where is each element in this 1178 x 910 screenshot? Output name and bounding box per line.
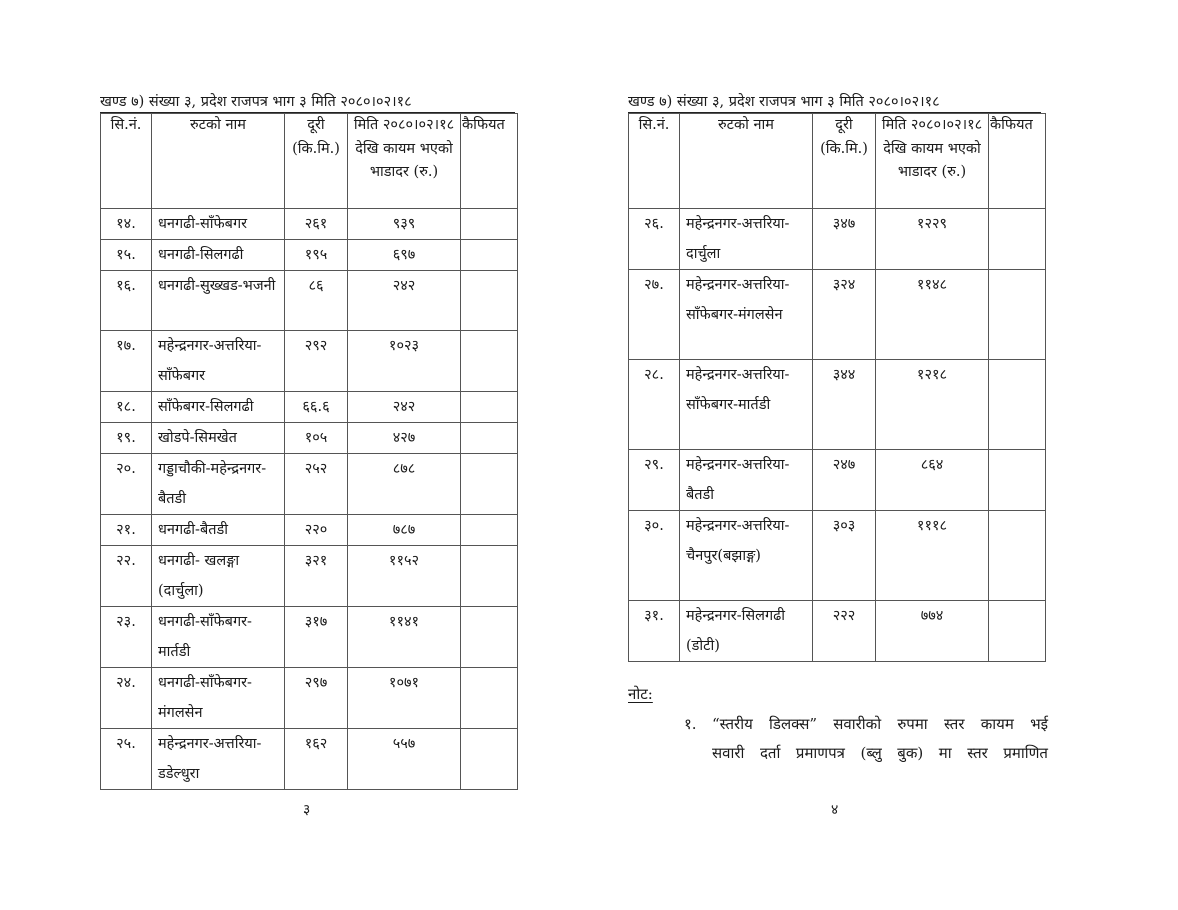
table-row <box>101 515 518 546</box>
row-remarks <box>989 270 1046 360</box>
row-route: धनगढी-बैतडी <box>152 515 285 546</box>
row-route: महेन्द्रनगर-सिलगढी (डोटी) <box>680 601 813 662</box>
fare-table <box>100 113 518 790</box>
row-route: महेन्द्रनगर-अत्तरिया-दार्चुला <box>680 209 813 270</box>
table-row <box>629 209 1046 270</box>
table-row <box>101 271 518 331</box>
table-row <box>629 360 1046 450</box>
col-header-distance: दूरी (कि.मि.) <box>285 114 348 209</box>
row-distance: ३२१ <box>285 546 348 607</box>
row-sn: २०. <box>101 454 152 515</box>
row-distance: १९५ <box>285 240 348 271</box>
row-fare: १२२९ <box>876 209 989 270</box>
row-remarks <box>989 601 1046 662</box>
row-sn: १५. <box>101 240 152 271</box>
row-remarks <box>461 209 518 240</box>
row-distance: २२० <box>285 515 348 546</box>
row-remarks <box>461 271 518 331</box>
row-sn: २१. <box>101 515 152 546</box>
page-number: ३ <box>303 802 311 818</box>
table-row <box>101 423 518 454</box>
row-route: धनगढी-सुख्खड-भजनी <box>152 271 285 331</box>
row-sn: १९. <box>101 423 152 454</box>
row-remarks <box>461 240 518 271</box>
table-body <box>101 209 518 790</box>
row-distance: २४७ <box>813 450 876 511</box>
gazette-header: खण्ड ७) संख्या ३, प्रदेश राजपत्र भाग ३ मिति २०८०।०२।१८ <box>100 91 515 113</box>
row-fare: २४२ <box>348 271 461 331</box>
row-sn: ३०. <box>629 511 680 601</box>
table-row <box>629 601 1046 662</box>
row-route: महेन्द्रनगर-अत्तरिया-बैतडी <box>680 450 813 511</box>
table-row <box>101 729 518 790</box>
col-header-fare: मिति २०८०।०२।१८ देखि कायम भएको भाडादर (रु.) <box>876 114 989 209</box>
row-route: धनगढी-साँफेबगर-मंगलसेन <box>152 668 285 729</box>
row-distance: २२२ <box>813 601 876 662</box>
row-sn: २६. <box>629 209 680 270</box>
col-header-sn: सि.नं. <box>629 114 680 209</box>
row-sn: १७. <box>101 331 152 392</box>
note-line <box>684 710 1048 739</box>
row-remarks <box>989 360 1046 450</box>
gazette-header: खण्ड ७) संख्या ३, प्रदेश राजपत्र भाग ३ मिति २०८०।०२।१८ <box>628 91 1041 113</box>
table-row <box>101 546 518 607</box>
row-sn: ३१. <box>629 601 680 662</box>
row-distance: ३४७ <box>813 209 876 270</box>
row-distance: ३४४ <box>813 360 876 450</box>
row-distance: ६६.६ <box>285 392 348 423</box>
note-title: नोट: <box>628 685 653 703</box>
row-fare: ११५२ <box>348 546 461 607</box>
row-fare: ११४८ <box>876 270 989 360</box>
row-distance: २५२ <box>285 454 348 515</box>
col-header-distance: दूरी (कि.मि.) <box>813 114 876 209</box>
note-number: १. <box>684 715 697 733</box>
col-header-route: रुटको नाम <box>680 114 813 209</box>
table-row <box>629 270 1046 360</box>
row-distance: २९२ <box>285 331 348 392</box>
row-remarks <box>461 392 518 423</box>
note-item <box>684 710 1048 768</box>
table-row <box>629 450 1046 511</box>
row-route: महेन्द्रनगर-अत्तरिया-साँफेबगर-मंगलसेन <box>680 270 813 360</box>
row-sn: १४. <box>101 209 152 240</box>
note-text-line-1: “स्तरीय डिलक्स” सवारीको रुपमा स्तर कायम भई <box>712 715 1048 733</box>
table-row <box>101 331 518 392</box>
row-remarks <box>989 450 1046 511</box>
table-row <box>629 511 1046 601</box>
row-route: धनगढी-सिलगढी <box>152 240 285 271</box>
col-header-remarks: कैफियत <box>989 114 1046 209</box>
row-distance: ३१७ <box>285 607 348 668</box>
row-sn: १६. <box>101 271 152 331</box>
col-header-fare: मिति २०८०।०२।१८ देखि कायम भएको भाडादर (रु.) <box>348 114 461 209</box>
row-remarks <box>461 607 518 668</box>
row-sn: २४. <box>101 668 152 729</box>
table-row <box>101 240 518 271</box>
row-fare: ५५७ <box>348 729 461 790</box>
row-fare: ४२७ <box>348 423 461 454</box>
row-fare: ११४१ <box>348 607 461 668</box>
row-distance: १०५ <box>285 423 348 454</box>
row-route: धनगढी- खलङ्गा (दार्चुला) <box>152 546 285 607</box>
fare-table <box>628 113 1046 662</box>
table-row <box>101 607 518 668</box>
row-distance: २६१ <box>285 209 348 240</box>
row-distance: ३२४ <box>813 270 876 360</box>
table-body <box>629 209 1046 662</box>
row-distance: १६२ <box>285 729 348 790</box>
row-remarks <box>461 515 518 546</box>
table-row <box>101 209 518 240</box>
row-fare: ६९७ <box>348 240 461 271</box>
table-row <box>101 454 518 515</box>
row-sn: १८. <box>101 392 152 423</box>
row-fare: ९३९ <box>348 209 461 240</box>
note-text-line-2: सवारी दर्ता प्रमाणपत्र (ब्लु बुक) मा स्तर प्रमाणित <box>712 744 1048 762</box>
row-remarks <box>461 729 518 790</box>
table-row <box>101 668 518 729</box>
row-remarks <box>461 423 518 454</box>
row-distance: २९७ <box>285 668 348 729</box>
row-remarks <box>461 546 518 607</box>
col-header-route: रुटको नाम <box>152 114 285 209</box>
row-route: खोडपे-सिमखेत <box>152 423 285 454</box>
row-route: गड्डाचौकी-महेन्द्रनगर-बैतडी <box>152 454 285 515</box>
col-header-sn: सि.नं. <box>101 114 152 209</box>
row-route: महेन्द्रनगर-अत्तरिया-साँफेबगर-मार्तडी <box>680 360 813 450</box>
row-route: महेन्द्रनगर-अत्तरिया-साँफेबगर <box>152 331 285 392</box>
row-sn: २२. <box>101 546 152 607</box>
row-route: महेन्द्रनगर-अत्तरिया-चैनपुर(बझाङ्ग) <box>680 511 813 601</box>
row-route: साँफेबगर-सिलगढी <box>152 392 285 423</box>
row-remarks <box>461 454 518 515</box>
row-route: महेन्द्रनगर-अत्तरिया-डडेल्धुरा <box>152 729 285 790</box>
row-distance: ३०३ <box>813 511 876 601</box>
row-remarks <box>989 209 1046 270</box>
row-fare: १०७१ <box>348 668 461 729</box>
row-distance: ८६ <box>285 271 348 331</box>
row-route: धनगढी-साँफेबगर <box>152 209 285 240</box>
row-sn: २३. <box>101 607 152 668</box>
row-fare: ७७४ <box>876 601 989 662</box>
row-fare: ७८७ <box>348 515 461 546</box>
row-remarks <box>461 668 518 729</box>
page-number: ४ <box>831 802 839 818</box>
table-row <box>101 392 518 423</box>
row-remarks <box>461 331 518 392</box>
row-fare: ८६४ <box>876 450 989 511</box>
row-fare: ८७८ <box>348 454 461 515</box>
row-fare: १०२३ <box>348 331 461 392</box>
col-header-remarks: कैफियत <box>461 114 518 209</box>
row-route: धनगढी-साँफेबगर-मार्तडी <box>152 607 285 668</box>
row-remarks <box>989 511 1046 601</box>
row-sn: २५. <box>101 729 152 790</box>
row-fare: १२१८ <box>876 360 989 450</box>
row-sn: २७. <box>629 270 680 360</box>
row-fare: २४२ <box>348 392 461 423</box>
row-sn: २८. <box>629 360 680 450</box>
row-fare: १११८ <box>876 511 989 601</box>
row-sn: २९. <box>629 450 680 511</box>
